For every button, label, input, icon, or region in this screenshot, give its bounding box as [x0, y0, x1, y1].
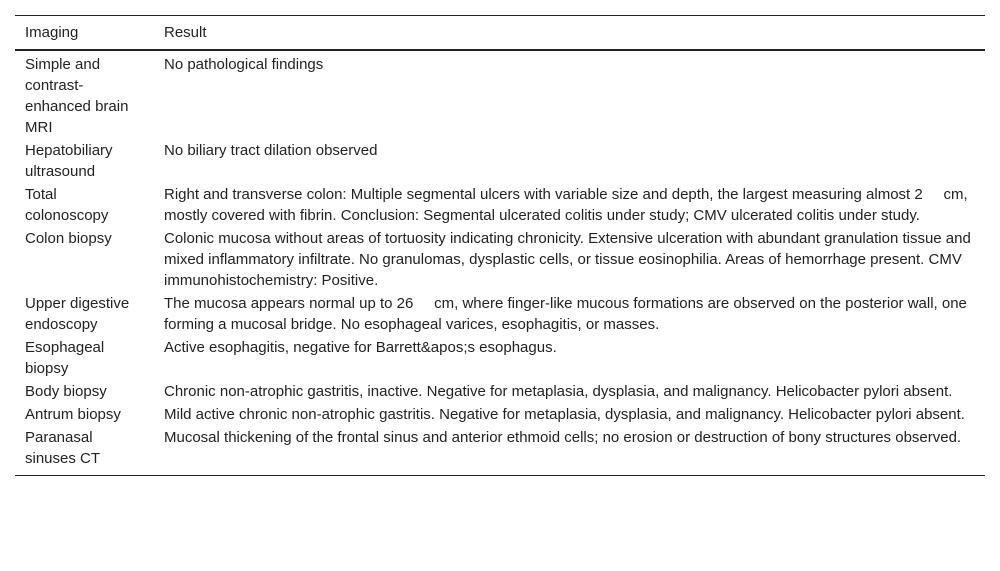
imaging-cell: Esophageal biopsy [25, 339, 105, 377]
imaging-cell: Hepatobiliary ultrasound [25, 142, 113, 180]
imaging-cell: Colon biopsy [25, 230, 112, 247]
imaging-cell: Paranasal sinuses CT [25, 429, 101, 467]
result-cell: Colonic mucosa without areas of tortuosity indicating chronicity. Extensive ulceration with abundant granulation tissue and mixed inflammatory infiltrate. No granulomas, dysplastic cells, or tissue eosinophilia. Areas of hemorrhage present. CMV immunohistochemistry: Positive. [164, 230, 971, 289]
table-row [15, 426, 985, 476]
table-body [15, 50, 985, 476]
result-cell: Active esophagitis, negative for Barrett&apos;s esophagus. [164, 339, 557, 356]
imaging-cell: Upper digestive endoscopy [25, 295, 130, 333]
column-header-result: Result [164, 24, 207, 41]
table-row [15, 380, 985, 403]
column-header-imaging: Imaging [25, 24, 79, 41]
imaging-results-table-container [15, 15, 985, 476]
table-header [15, 16, 985, 51]
table-row [15, 336, 985, 380]
imaging-cell: Body biopsy [25, 383, 107, 400]
table-row [15, 50, 985, 139]
result-cell: No biliary tract dilation observed [164, 142, 378, 159]
result-cell: No pathological findings [164, 56, 324, 73]
result-cell: Chronic non-atrophic gastritis, inactive. Negative for metaplasia, dysplasia, and malignancy. Helicobacter pylori absent. [164, 383, 953, 400]
imaging-cell: Simple and contrast-enhanced brain MRI [25, 56, 129, 136]
result-cell: The mucosa appears normal up to 26 cm, where finger-like mucous formations are observed on the posterior wall, one forming a mucosal bridge. No esophageal varices, esophagitis, or masses. [164, 295, 972, 333]
table-row [15, 139, 985, 183]
header-row [15, 16, 985, 51]
result-cell: Mucosal thickening of the frontal sinus and anterior ethmoid cells; no erosion or destruction of bony structures observed. [164, 429, 962, 446]
imaging-cell: Total colonoscopy [25, 186, 109, 224]
table-row [15, 227, 985, 292]
table-row [15, 292, 985, 336]
table-row [15, 403, 985, 426]
result-cell: Mild active chronic non-atrophic gastritis. Negative for metaplasia, dysplasia, and malignancy. Helicobacter pylori absent. [164, 406, 965, 423]
table-row [15, 183, 985, 227]
imaging-cell: Antrum biopsy [25, 406, 121, 423]
result-cell: Right and transverse colon: Multiple segmental ulcers with variable size and depth, the largest measuring almost 2 cm, mostly covered with fibrin. Conclusion: Segmental ulcerated colitis under study; CMV ulcerated colitis under study. [164, 186, 972, 224]
imaging-results-table [15, 15, 985, 476]
